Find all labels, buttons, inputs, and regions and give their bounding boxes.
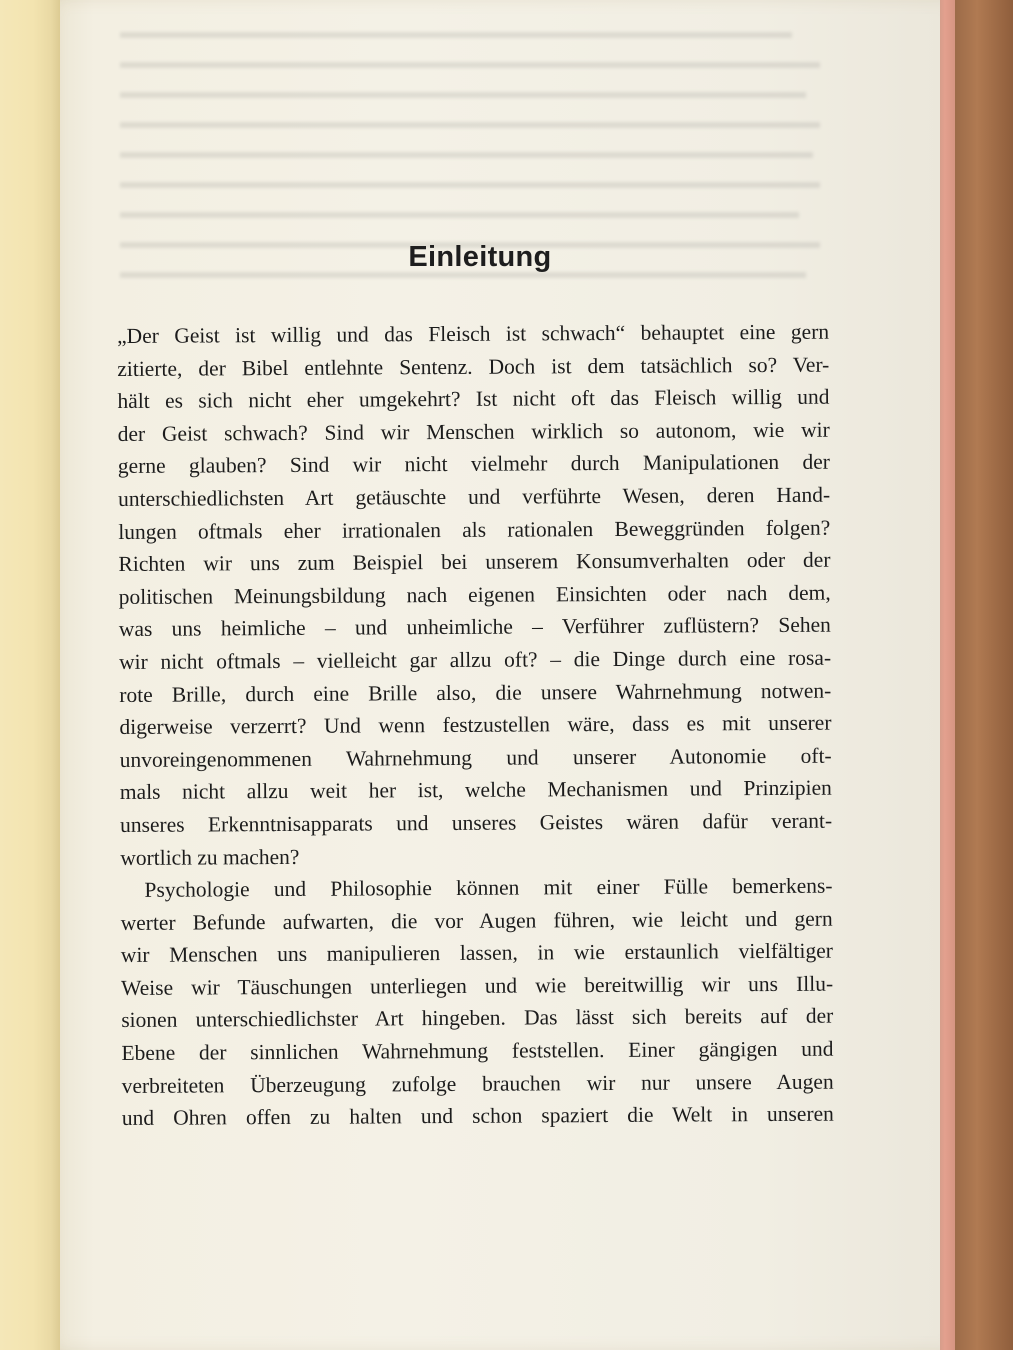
left-page-gutter bbox=[0, 0, 60, 1350]
wooden-table-background bbox=[953, 0, 1013, 1350]
paragraph bbox=[117, 316, 832, 874]
paragraph bbox=[120, 870, 834, 1135]
text-line: wir nicht oftmals – vielleicht gar allzu oft? – die Dinge durch eine rosa- bbox=[119, 645, 832, 674]
show-through-text bbox=[120, 20, 820, 320]
text-line: unseres Erkenntnisapparats und unseres Geistes wären dafür verant- bbox=[120, 808, 833, 837]
text-line: werter Befunde aufwarten, die vor Augen führen, wie leicht und gern bbox=[120, 906, 833, 935]
text-line: was uns heimliche – und unheimliche – Verführer zuflüstern? Sehen bbox=[118, 612, 831, 642]
chapter-body bbox=[117, 316, 834, 1135]
text-line: Weise wir Täuschungen unterliegen und wie bereitwillig wir uns Illu- bbox=[121, 971, 834, 1000]
text-line: der Geist schwach? Sind wir Menschen wirklich so autonom, wie wir bbox=[117, 417, 830, 446]
text-line: unterschiedlichsten Art getäuschte und verführte Wesen, deren Hand- bbox=[118, 482, 831, 511]
text-line: hält es sich nicht eher umgekehrt? Ist nicht oft das Fleisch willig und bbox=[117, 384, 830, 414]
text-line: unvoreingenommenen Wahrnehmung und unserer Autonomie oft- bbox=[119, 743, 832, 772]
text-line: zitierte, der Bibel entlehnte Sentenz. Doch ist dem tatsächlich so? Ver- bbox=[117, 352, 830, 381]
text-line: und Ohren offen zu halten und schon spaziert die Welt in unseren bbox=[121, 1101, 834, 1131]
text-line: wortlich zu machen? bbox=[120, 844, 300, 870]
text-line: mals nicht allzu weit her ist, welche Mechanismen und Prinzipien bbox=[119, 775, 832, 805]
text-line: wir Menschen uns manipulieren lassen, in wie erstaunlich vielfältiger bbox=[120, 938, 833, 968]
text-line: sionen unterschiedlichster Art hingeben. Das lässt sich bereits auf der bbox=[121, 1004, 834, 1033]
text-line: lungen oftmals eher irrationalen als rationalen Beweggründen folgen? bbox=[118, 515, 831, 544]
chapter-heading: Einleitung bbox=[408, 241, 552, 274]
text-line: Psychologie und Philosophie können mit einer Fülle bemerkens- bbox=[144, 873, 833, 902]
text-line: digerweise verzerrt? Und wenn festzustellen wäre, dass es mit unserer bbox=[119, 710, 832, 740]
text-line: „Der Geist ist willig und das Fleisch ist schwach“ behauptet eine gern bbox=[117, 319, 830, 348]
text-line: Ebene der sinnlichen Wahrnehmung feststellen. Einer gängigen und bbox=[121, 1036, 834, 1066]
text-line: politischen Meinungsbildung nach eigenen Einsichten oder nach dem, bbox=[118, 580, 831, 609]
text-line: rote Brille, durch eine Brille also, die unsere Wahrnehmung notwen- bbox=[119, 678, 832, 707]
text-line: Richten wir uns zum Beispiel bei unserem Konsumverhalten oder der bbox=[118, 547, 831, 577]
text-line: verbreiteten Überzeugung zufolge brauchen wir nur unsere Augen bbox=[121, 1069, 834, 1098]
text-line: gerne glauben? Sind wir nicht vielmehr durch Manipulationen der bbox=[117, 450, 830, 479]
